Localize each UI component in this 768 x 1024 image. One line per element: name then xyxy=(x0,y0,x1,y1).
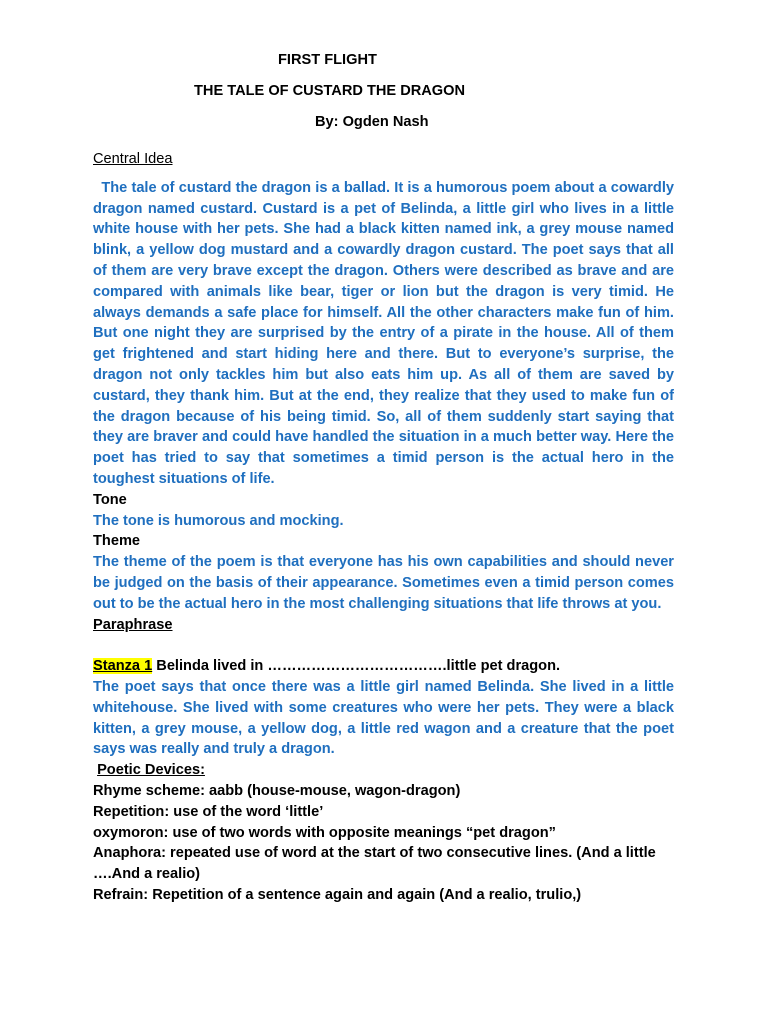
stanza-1-label: Stanza 1 xyxy=(93,658,153,675)
document-content xyxy=(93,50,674,906)
theme-heading: Theme xyxy=(93,533,141,550)
theme-paragraph: The theme of the poem is that everyone has his own capabilities and should never be judged on the basis of their appearance. Sometimes even a timid person comes out to be the actual hero in the most challenging situations that life throws at you. xyxy=(93,554,674,612)
poetic-devices-heading-line xyxy=(93,760,674,781)
stanza-1-paraphrase: The poet says that once there was a little girl named Belinda. She lived in a little whitehouse. She lived with some creatures who were her pets. They were a black kitten, a grey mouse, a yellow dog, a little red wagon and a creature that the poet says was really and truly a dragon. xyxy=(93,678,674,758)
stanza-1-line xyxy=(93,656,674,677)
poetic-device-item: Refrain: Repetition of a sentence again and again (And a realio, trulio,) xyxy=(93,886,582,903)
document-title: FIRST FLIGHT xyxy=(278,52,377,68)
tone-paragraph: The tone is humorous and mocking. xyxy=(93,512,344,529)
paraphrase-heading: Paraphrase xyxy=(93,616,173,633)
poetic-device-item: oxymoron: use of two words with opposite meanings “pet dragon” xyxy=(93,824,556,841)
stanza-1-excerpt: Belinda lived in ……………………………….little pet dragon. xyxy=(152,658,561,675)
poetic-device-item: Anaphora: repeated use of word at the start of two consecutive lines. (And a little ….And a realio) xyxy=(93,845,656,883)
central-idea-text: The tale of custard the dragon is a ballad. It is a humorous poem about a cowardly dragon named custard. Custard is a pet of Belinda, a little girl who lives in a little white house with her pets. She had a black kitten named ink, a grey mouse named blink, a yellow dog mustard and a cowardly dragon custard. The poet says that all of them are very brave except the dragon. Others were described as brave and are compared with animals like bear, tiger or lion but the dragon is very timid. He always demands a safe place for himself. All the other characters make fun of him. But one night they are surprised by the entry of a pirate in the house. All of them get frightened and start hiding here and there. But to everyone’s surprise, the dragon not only tackles him but also eats him up. As all of them are saved by custard, they thank him. But at the end, they realize that they used to make fun of the dragon because of his being timid. So, all of them suddenly start saying that they are braver and could have handled the situation in a much better way. Here the poet has tried to say that sometimes a timid person is the actual hero in the toughest situations of life. xyxy=(93,179,675,487)
tone-heading: Tone xyxy=(93,491,127,508)
poetic-device-item: Repetition: use of the word ‘little’ xyxy=(93,803,324,820)
poem-title: THE TALE OF CUSTARD THE DRAGON xyxy=(194,83,466,99)
central-idea-paragraph xyxy=(93,178,674,490)
blank-line xyxy=(93,635,674,656)
poetic-device-item: Rhyme scheme: aabb (house-mouse, wagon-dragon) xyxy=(93,782,461,799)
central-idea-heading: Central Idea xyxy=(93,151,173,167)
author-line: By: Ogden Nash xyxy=(315,114,429,130)
poetic-devices-heading: Poetic Devices: xyxy=(97,762,205,779)
